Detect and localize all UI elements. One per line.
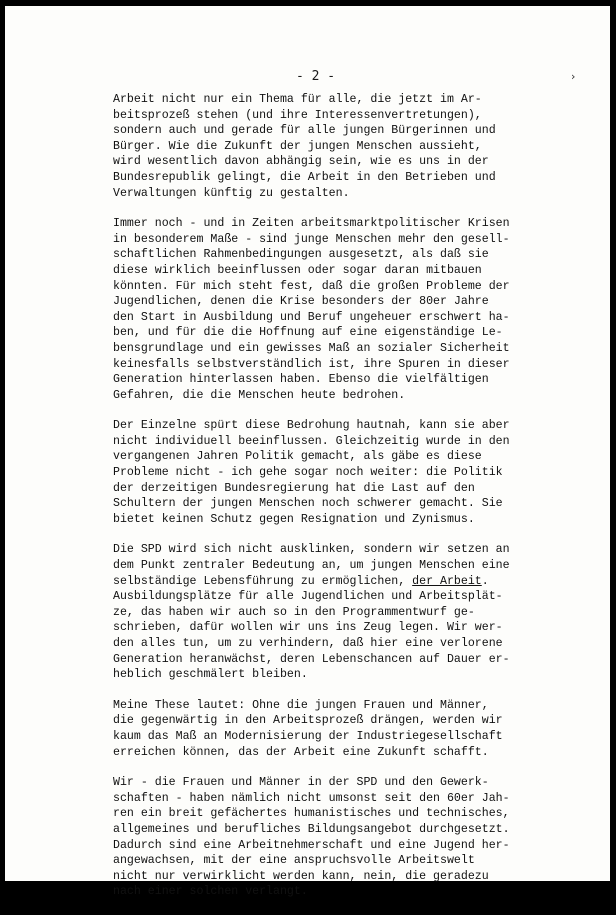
text-line: Meine These lautet: Ohne die jungen Frauen und Männer, (113, 698, 489, 712)
text-line: angewachsen, mit der eine anspruchsvolle Arbeitswelt (113, 854, 475, 868)
text-line: sondern auch und gerade für alle jungen Bürgerinnen und (113, 124, 496, 138)
underlined-phrase: der Arbeit (412, 574, 482, 588)
text-line: Wir - die Frauen und Männer in der SPD und den Gewerk- (113, 776, 489, 790)
text-line: Der Einzelne spürt diese Bedrohung hautnah, kann sie aber (113, 419, 510, 433)
paragraph-5 (113, 698, 533, 760)
paragraph-3 (113, 418, 533, 527)
text-line: diese wirklich beeinflussen oder sogar daran mitbauen (113, 263, 482, 277)
text-line: Generation hinterlassen haben. Ebenso die vielfältigen (113, 373, 489, 387)
text-line: allgemeines und berufliches Bildungsangebot durchgesetzt. (113, 822, 510, 836)
text-line: nicht nur verwirklicht werden kann, nein, die geradezu (113, 869, 489, 883)
paragraph-4 (113, 542, 533, 682)
text-line: Ausbildungsplätze für alle Jugendlichen und Arbeitsplät- (113, 590, 503, 604)
text-line: ren ein breit gefächertes humanistisches und technisches, (113, 807, 510, 821)
paragraph-6 (113, 775, 533, 900)
text-line: Gefahren, die die Menschen heute bedrohen. (113, 388, 406, 402)
text-line: könnten. Für mich steht fest, daß die großen Probleme der (113, 279, 510, 293)
text-line: Schultern der jungen Menschen noch schwerer gemacht. Sie (113, 497, 503, 511)
text-line: vergangenen Jahren Politik gemacht, als gäbe es diese (113, 450, 482, 464)
body-text (113, 92, 533, 915)
text-line (113, 574, 533, 590)
text-line: der derzeitigen Bundesregierung hat die Last auf den (113, 481, 475, 495)
text-line: nach einer solchen verlangt. (113, 885, 308, 899)
text-line: nicht individuell beeinflussen. Gleichzeitig wurde in den (113, 434, 510, 448)
text-line: schaften - haben nämlich nicht umsonst seit den 60er Jah- (113, 791, 510, 805)
paragraph-1 (113, 92, 533, 201)
text-line: Jugendlichen, denen die Krise besonders der 80er Jahre (113, 295, 489, 309)
text-line: kaum das Maß an Modernisierung der Industriegesellschaft (113, 729, 503, 743)
text-line: bietet keinen Schutz gegen Resignation und Zynismus. (113, 512, 475, 526)
text-segment: selbständige Lebensführung zu ermöglichen, (113, 574, 413, 588)
paragraph-2 (113, 216, 533, 403)
text-line: heblich geschmälert bleiben. (113, 668, 308, 682)
text-line: bensgrundlage und ein gewisses Maß an sozialer Sicherheit (113, 341, 510, 355)
text-line: keinesfalls selbstverständlich ist, ihre Spuren in dieser (113, 357, 510, 371)
text-line: beitsprozeß stehen (und ihre Interessenvertretungen), (113, 108, 482, 122)
text-line: Probleme nicht - ich gehe sogar noch weiter: die Politik (113, 466, 503, 480)
text-line: den alles tun, um zu verhindern, daß hier eine verlorene (113, 637, 503, 650)
text-line: Dadurch sind eine Arbeitnehmerschaft und eine Jugend her- (113, 838, 510, 852)
text-line: Verwaltungen künftig zu gestalten. (113, 186, 350, 200)
text-line: Bürger. Wie die Zukunft der jungen Menschen aussieht, (113, 139, 482, 153)
text-line: den Start in Ausbildung und Beruf ungeheuer erschwert ha- (113, 310, 510, 324)
text-line: dem Punkt zentraler Bedeutung an, um jungen Menschen eine (113, 559, 510, 573)
text-line: ze, das haben wir auch so in den Programmentwurf ge- (113, 605, 475, 619)
text-line: Arbeit nicht nur ein Thema für alle, die jetzt im Ar- (113, 93, 482, 106)
text-line: schaftlichen Rahmenbedingungen ausgesetzt, als daß sie (113, 248, 489, 262)
text-line: ben, und für die die Hoffnung auf eine eigenständige Le- (113, 326, 503, 340)
text-line: wird wesentlich davon abhängig sein, wie es uns in der (113, 155, 489, 169)
text-line: Bundesrepublik gelingt, die Arbeit in den Betrieben und (113, 170, 496, 184)
text-segment: . (481, 574, 489, 588)
document-page (5, 6, 610, 899)
text-line: in besonderem Maße - sind junge Menschen mehr den gesell- (113, 232, 510, 246)
text-line: Immer noch - und in Zeiten arbeitsmarktpolitischer Krisen (113, 217, 510, 231)
margin-mark: › (571, 70, 576, 83)
text-line: Generation heranwächst, deren Lebenschancen auf Dauer er- (113, 652, 510, 666)
text-line: schrieben, dafür wollen wir uns ins Zeug legen. Wir wer- (113, 621, 503, 635)
text-line: die gegenwärtig in den Arbeitsprozeß drängen, werden wir (113, 714, 503, 728)
text-line: Die SPD wird sich nicht ausklinken, sondern wir setzen an (113, 543, 510, 557)
text-line: erreichen können, das der Arbeit eine Zukunft schafft. (113, 745, 489, 759)
page-number: - 2 - (296, 69, 336, 84)
